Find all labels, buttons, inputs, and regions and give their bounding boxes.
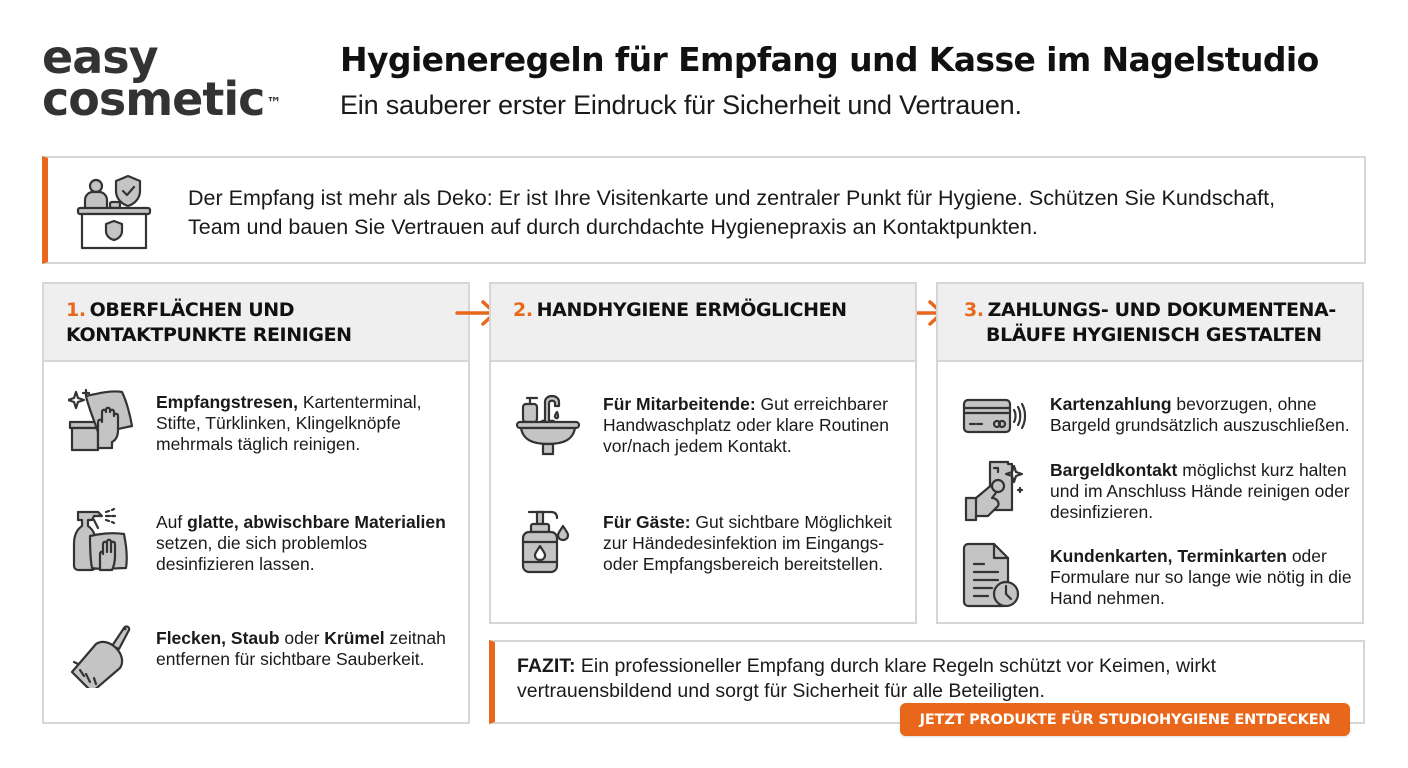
section-number: 2.	[513, 299, 533, 321]
section-payment-documents	[936, 282, 1364, 624]
item-text: Kundenkarten, Terminkarten oder Formulare nur so lange wie nötig in die Hand nehmen.	[1050, 546, 1352, 608]
page-subtitle: Ein sauberer erster Eindruck für Sicherheit und Vertrauen.	[340, 90, 1022, 120]
page-title: Hygieneregeln für Empfang und Kasse im Nagelstudio	[340, 40, 1319, 79]
section-hand-hygiene	[489, 282, 917, 624]
document-clock-icon	[962, 542, 1028, 608]
intro-text: Der Empfang ist mehr als Deko: Er ist Ihre Visitenkarte und zentraler Punkt für Hygiene. Schützen Sie Kundschaft, Team und bauen Sie Vertrauen auf durch durchdachte Hygienepraxis an Kontaktpunkten.	[188, 186, 1276, 239]
trademark-symbol: ™	[266, 94, 282, 112]
item-text: Bargeldkontakt möglichst kurz halten und im Anschluss Hände reinigen oder desinfizieren.	[1050, 460, 1350, 522]
wipe-surface-hand-icon	[68, 386, 134, 452]
sink-faucet-icon	[515, 390, 581, 456]
section-surfaces	[42, 282, 470, 724]
contactless-card-icon	[958, 382, 1032, 448]
item-text: Empfangstresen, Kartenterminal, Stifte, Türklinken, Klingelknöpfe mehrmals täglich reinigen.	[156, 392, 422, 454]
section-heading: 2. HANDHYGIENE ERMÖGLICHEN	[491, 284, 915, 362]
section-number: 3.	[964, 299, 984, 321]
item-text: Auf glatte, abwischbare Materialien setzen, die sich problemlos desinfizieren lassen.	[156, 512, 446, 574]
brand-logo-line1: easy	[42, 30, 158, 84]
intro-callout	[42, 156, 1366, 264]
item-text: Für Gäste: Gut sichtbare Möglichkeit zur Händedesinfektion im Eingangs- oder Empfangsbereich bereitstellen.	[603, 512, 892, 574]
item-text: Für Mitarbeitende: Gut erreichbarer Handwaschplatz oder klare Routinen vor/nach jedem Kontakt.	[603, 394, 889, 456]
section-number: 1.	[66, 299, 86, 321]
item-text: Kartenzahlung bevorzugen, ohne Bargeld grundsätzlich auszuschließen.	[1050, 394, 1350, 435]
item-text: Flecken, Staub oder Krümel zeitnah entfernen für sichtbare Sauberkeit.	[156, 628, 446, 669]
reception-desk-shield-icon	[76, 174, 152, 250]
section-heading: 3. ZAHLUNGS- UND DOKUMENTENA- BLÄUFE HYGIENISCH GESTALTEN	[938, 284, 1362, 362]
brand-logo-line2: cosmetic ™	[42, 72, 282, 126]
pump-dispenser-icon	[515, 508, 581, 574]
cash-hand-icon	[962, 458, 1028, 524]
dustpan-icon	[68, 622, 134, 688]
conclusion-text: FAZIT: Ein professioneller Empfang durch klare Regeln schützt vor Keimen, wirkt vertrauensbildend und sorgt für Sicherheit für alle Beteiligten.	[517, 655, 1217, 702]
discover-products-button[interactable]: JETZT PRODUKTE FÜR STUDIOHYGIENE ENTDECKEN	[900, 703, 1350, 736]
brand-logo	[42, 30, 282, 126]
spray-bottle-cloth-icon	[68, 506, 134, 572]
section-heading: 1. OBERFLÄCHEN UND KONTAKTPUNKTE REINIGEN	[44, 284, 468, 362]
